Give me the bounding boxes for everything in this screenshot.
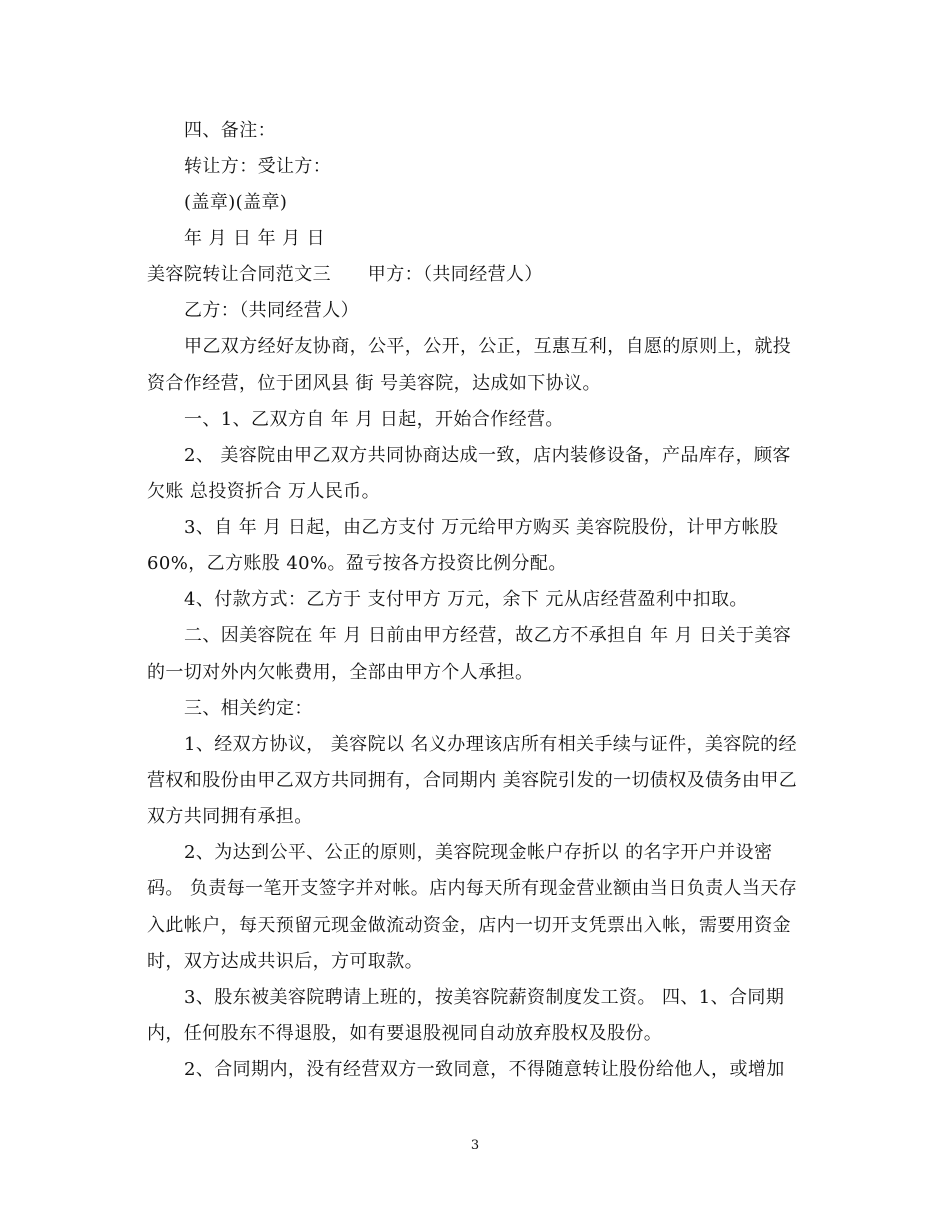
text-line: 4、付款方式：乙方于 支付甲方 万元，余下 元从店经营盈利中扣取。	[184, 589, 748, 610]
text-line: (盖章)(盖章)	[184, 192, 288, 213]
text-line: 美容院转让合同范文三 甲方：（共同经营人）	[147, 264, 543, 285]
text-line: 时，双方达成共识后，方可取款。	[147, 951, 423, 972]
text-line: 1、经双方协议， 美容院以 名义办理该店所有相关手续与证件，美容院的经	[184, 734, 797, 755]
page-number: 3	[470, 1138, 480, 1153]
text-line: 的一切对外内欠帐费用，全部由甲方个人承担。	[147, 662, 534, 683]
text-line: 资合作经营，位于团风县 街 号美容院，达成如下协议。	[147, 373, 601, 394]
text-line: 转让方：受让方：	[184, 156, 332, 177]
text-line: 营权和股份由甲乙双方共同拥有，合同期内 美容院引发的一切债权及债务由甲乙	[147, 770, 798, 791]
text-line: 3、自 年 月 日起，由乙方支付 万元给甲方购买 美容院股份，计甲方帐股	[184, 517, 779, 538]
text-line: 甲乙双方经好友协商，公平，公开，公正，互惠互利，自愿的原则上，就投	[184, 336, 792, 357]
text-line: 双方共同拥有承担。	[147, 806, 313, 827]
text-line: 一、1、乙双方自 年 月 日起，开始合作经营。	[184, 409, 564, 430]
text-line: 2、为达到公平、公正的原则，美容院现金帐户存折以 的名字开户并设密	[184, 842, 773, 863]
text-line: 内，任何股东不得退股，如有要退股视同自动放弃股权及股份。	[147, 1023, 663, 1044]
text-line: 四、备注：	[184, 120, 276, 141]
text-line: 三、相关约定：	[184, 698, 313, 719]
text-line: 年 月 日 年 月 日	[184, 228, 326, 249]
text-line: 3、股东被美容院聘请上班的，按美容院薪资制度发工资。 四、1、合同期	[184, 987, 785, 1008]
text-line: 欠账 总投资折合 万人民币。	[147, 481, 381, 502]
text-line: 2、 美容院由甲乙双方共同协商达成一致，店内装修设备，产品库存，顾客	[184, 445, 791, 466]
text-line: 乙方：（共同经营人）	[184, 300, 359, 321]
text-line: 2、合同期内，没有经营双方一致同意，不得随意转让股份给他人，或增加	[184, 1059, 785, 1080]
text-line: 二、因美容院在 年 月 日前由甲方经营，故乙方不承担自 年 月 日关于美容	[184, 625, 792, 646]
text-line: 60%，乙方账股 40%。盈亏按各方投资比例分配。	[147, 553, 567, 574]
text-line: 码。 负责每一笔开支签字并对帐。店内每天所有现金营业额由当日负责人当天存	[147, 878, 798, 899]
text-line: 入此帐户，每天预留元现金做流动资金，店内一切开支凭票出入帐，需要用资金	[147, 915, 791, 936]
